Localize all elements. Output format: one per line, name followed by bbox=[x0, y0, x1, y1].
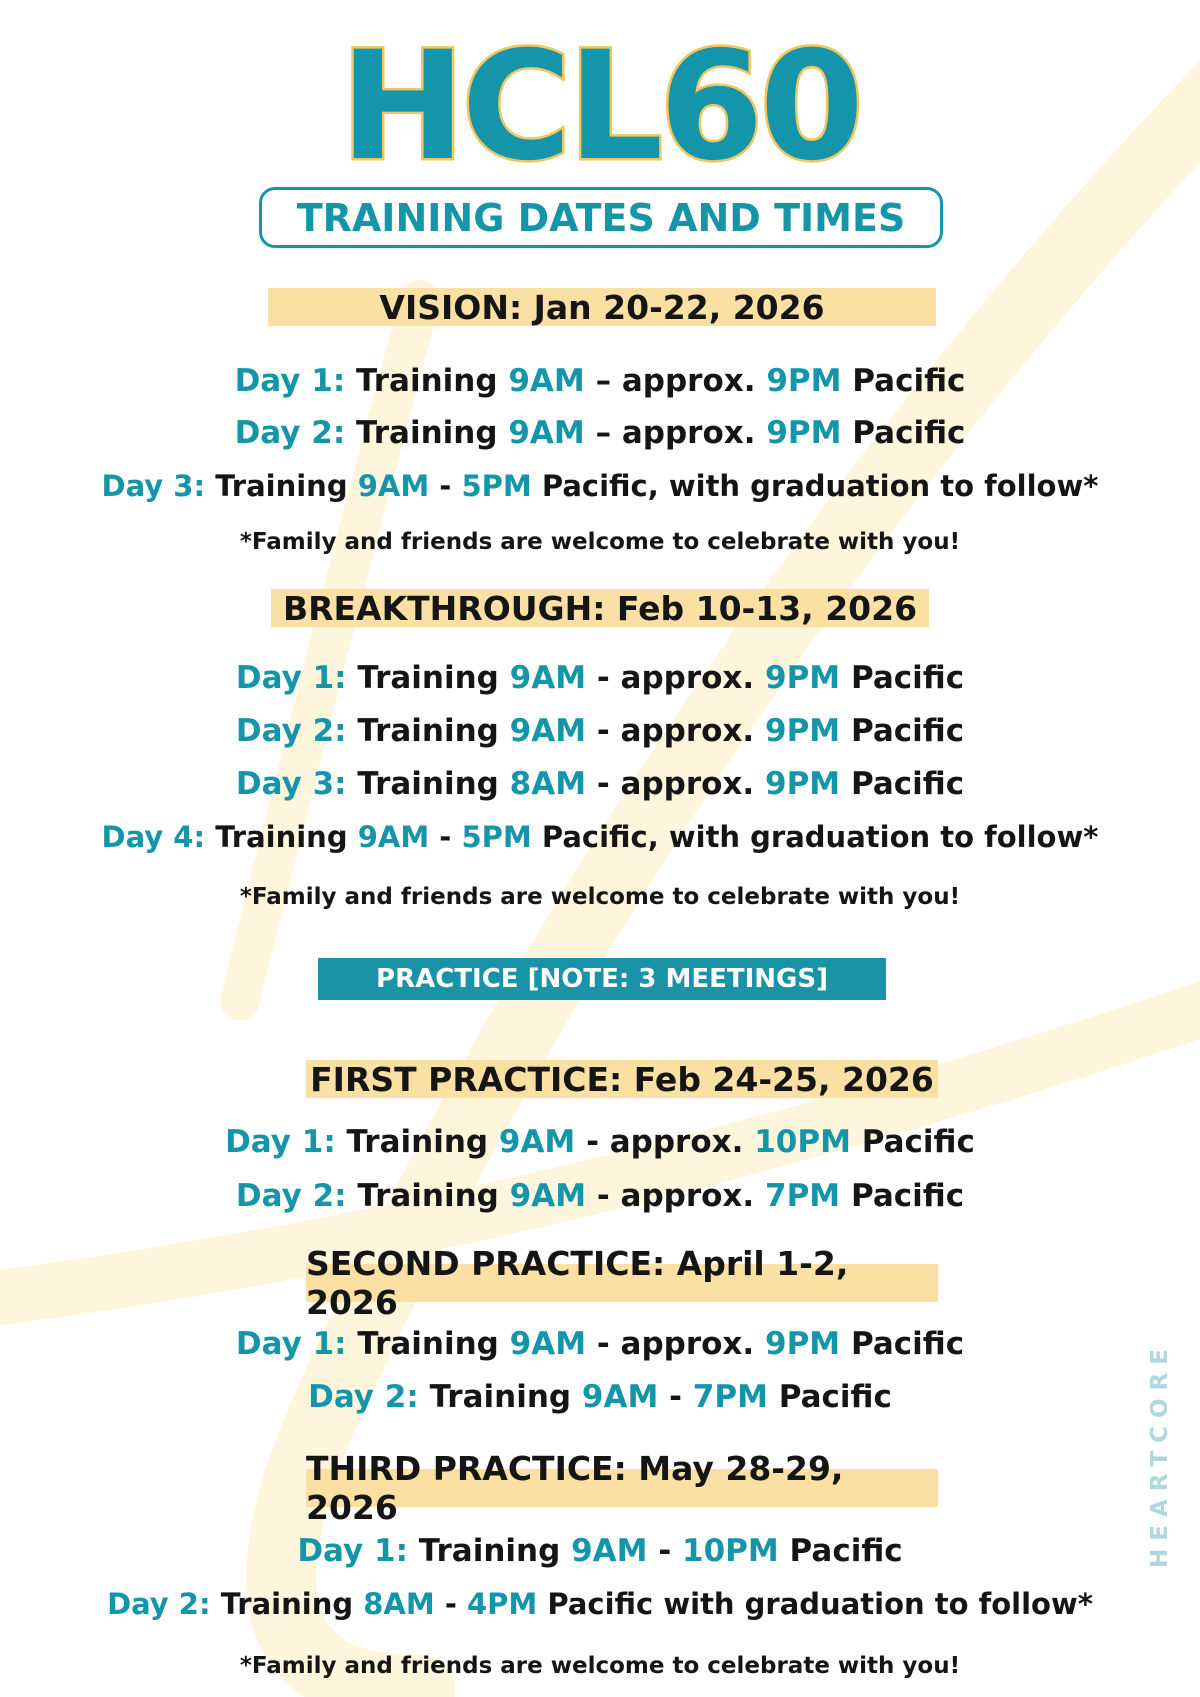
training-label: Training bbox=[418, 1533, 561, 1569]
day-label: Day 3: bbox=[101, 469, 206, 503]
end-time: 9PM bbox=[765, 713, 841, 749]
day-label: Day 1: bbox=[235, 660, 347, 696]
separator: – approx. bbox=[595, 415, 756, 451]
timezone: Pacific bbox=[778, 1379, 892, 1415]
breakthrough-note: *Family and friends are welcome to celebrate with you! bbox=[239, 884, 961, 910]
timezone: Pacific bbox=[850, 1326, 965, 1362]
training-label: Training bbox=[215, 820, 348, 854]
vision-heading-text: VISION: Jan 20-22, 2026 bbox=[379, 287, 825, 327]
breakthrough-day-1 bbox=[0, 658, 1200, 698]
first-practice-heading bbox=[306, 1060, 938, 1098]
practice-bar-text: PRACTICE [NOTE: 3 MEETINGS] bbox=[376, 964, 828, 994]
end-time: 9PM bbox=[765, 660, 841, 696]
timezone: Pacific bbox=[850, 713, 965, 749]
end-time: 10PM bbox=[754, 1124, 851, 1160]
day-label: Day 2: bbox=[308, 1379, 419, 1415]
training-label: Training bbox=[357, 713, 499, 749]
first-practice-day-1 bbox=[0, 1122, 1200, 1162]
separator: - bbox=[669, 1379, 682, 1415]
timezone: Pacific bbox=[850, 660, 965, 696]
subtitle: TRAINING DATES AND TIMES bbox=[296, 195, 906, 240]
vision-day-1 bbox=[0, 361, 1200, 401]
second-practice-day-2 bbox=[0, 1377, 1200, 1417]
second-practice-heading-text: SECOND PRACTICE: April 1-2, 2026 bbox=[306, 1244, 849, 1322]
day-label: Day 1: bbox=[225, 1124, 336, 1160]
breakthrough-heading-text: BREAKTHROUGH: Feb 10-13, 2026 bbox=[282, 588, 918, 628]
timezone: Pacific bbox=[861, 1124, 975, 1160]
timezone: Pacific bbox=[850, 766, 965, 802]
separator: - approx. bbox=[596, 660, 755, 696]
start-time: 9AM bbox=[498, 1124, 576, 1160]
separator: - approx. bbox=[596, 766, 755, 802]
start-time: 9AM bbox=[509, 713, 587, 749]
separator: - approx. bbox=[596, 1178, 755, 1214]
day-label: Day 1: bbox=[297, 1533, 408, 1569]
page-title: HCL60 bbox=[340, 20, 860, 194]
start-time: 9AM bbox=[581, 1379, 659, 1415]
end-time: 5PM bbox=[461, 820, 532, 854]
vision-heading bbox=[268, 288, 936, 326]
end-time: 5PM bbox=[461, 469, 532, 503]
breakthrough-day-3 bbox=[0, 764, 1200, 804]
training-label: Training bbox=[356, 363, 498, 399]
timezone: Pacific, with graduation to follow* bbox=[541, 820, 1099, 854]
separator: - approx. bbox=[586, 1124, 744, 1160]
separator: - bbox=[658, 1533, 672, 1569]
training-label: Training bbox=[429, 1379, 572, 1415]
breakthrough-day-4 bbox=[0, 817, 1200, 857]
second-practice-heading bbox=[306, 1244, 938, 1322]
separator: - approx. bbox=[596, 713, 755, 749]
end-time: 4PM bbox=[466, 1587, 538, 1621]
training-label: Training bbox=[356, 415, 498, 451]
third-practice-day-2 bbox=[0, 1584, 1200, 1624]
first-practice-heading-text: FIRST PRACTICE: Feb 24-25, 2026 bbox=[310, 1059, 934, 1099]
day-label: Day 1: bbox=[234, 363, 346, 399]
practice-bar bbox=[318, 958, 886, 1000]
first-practice-day-2 bbox=[0, 1176, 1200, 1216]
end-time: 10PM bbox=[682, 1533, 779, 1569]
training-label: Training bbox=[357, 766, 499, 802]
timezone: Pacific with graduation to follow* bbox=[547, 1587, 1093, 1621]
day-label: Day 4: bbox=[101, 820, 206, 854]
start-time: 9AM bbox=[508, 415, 585, 451]
day-label: Day 2: bbox=[235, 1178, 347, 1214]
separator: - bbox=[439, 820, 452, 854]
second-practice-day-1 bbox=[0, 1324, 1200, 1364]
subtitle-box bbox=[259, 187, 943, 248]
breakthrough-day-2 bbox=[0, 711, 1200, 751]
brand-wordmark: HEARTCORE bbox=[1147, 1341, 1173, 1569]
training-label: Training bbox=[346, 1124, 489, 1160]
third-practice-note: *Family and friends are welcome to celebrate with you! bbox=[239, 1653, 961, 1679]
training-label: Training bbox=[220, 1587, 354, 1621]
start-time: 9AM bbox=[571, 1533, 648, 1569]
end-time: 7PM bbox=[765, 1178, 841, 1214]
start-time: 8AM bbox=[509, 766, 587, 802]
start-time: 9AM bbox=[357, 820, 430, 854]
end-time: 7PM bbox=[692, 1379, 768, 1415]
third-practice-heading-text: THIRD PRACTICE: May 28-29, 2026 bbox=[306, 1449, 844, 1527]
day-label: Day 2: bbox=[234, 415, 346, 451]
start-time: 8AM bbox=[363, 1587, 435, 1621]
vision-day-2 bbox=[0, 413, 1200, 453]
day-label: Day 1: bbox=[235, 1326, 347, 1362]
timezone: Pacific bbox=[852, 363, 966, 399]
training-label: Training bbox=[357, 1178, 499, 1214]
training-label: Training bbox=[357, 1326, 499, 1362]
start-time: 9AM bbox=[509, 1326, 587, 1362]
day-label: Day 2: bbox=[107, 1587, 211, 1621]
timezone: Pacific, with graduation to follow* bbox=[541, 469, 1099, 503]
breakthrough-heading bbox=[271, 589, 929, 627]
vision-day-3 bbox=[0, 466, 1200, 506]
start-time: 9AM bbox=[357, 469, 430, 503]
vision-note: *Family and friends are welcome to celebrate with you! bbox=[239, 529, 961, 555]
end-time: 9PM bbox=[765, 1326, 841, 1362]
end-time: 9PM bbox=[765, 766, 841, 802]
training-label: Training bbox=[215, 469, 348, 503]
start-time: 9AM bbox=[509, 1178, 587, 1214]
start-time: 9AM bbox=[508, 363, 585, 399]
separator: - bbox=[439, 469, 452, 503]
separator: – approx. bbox=[595, 363, 756, 399]
third-practice-heading bbox=[306, 1449, 938, 1527]
day-label: Day 2: bbox=[235, 713, 347, 749]
day-label: Day 3: bbox=[235, 766, 347, 802]
start-time: 9AM bbox=[509, 660, 587, 696]
end-time: 9PM bbox=[766, 415, 842, 451]
timezone: Pacific bbox=[850, 1178, 965, 1214]
training-label: Training bbox=[357, 660, 499, 696]
timezone: Pacific bbox=[789, 1533, 903, 1569]
separator: - bbox=[444, 1587, 457, 1621]
third-practice-day-1 bbox=[0, 1531, 1200, 1571]
separator: - approx. bbox=[596, 1326, 755, 1362]
end-time: 9PM bbox=[766, 363, 842, 399]
timezone: Pacific bbox=[852, 415, 966, 451]
